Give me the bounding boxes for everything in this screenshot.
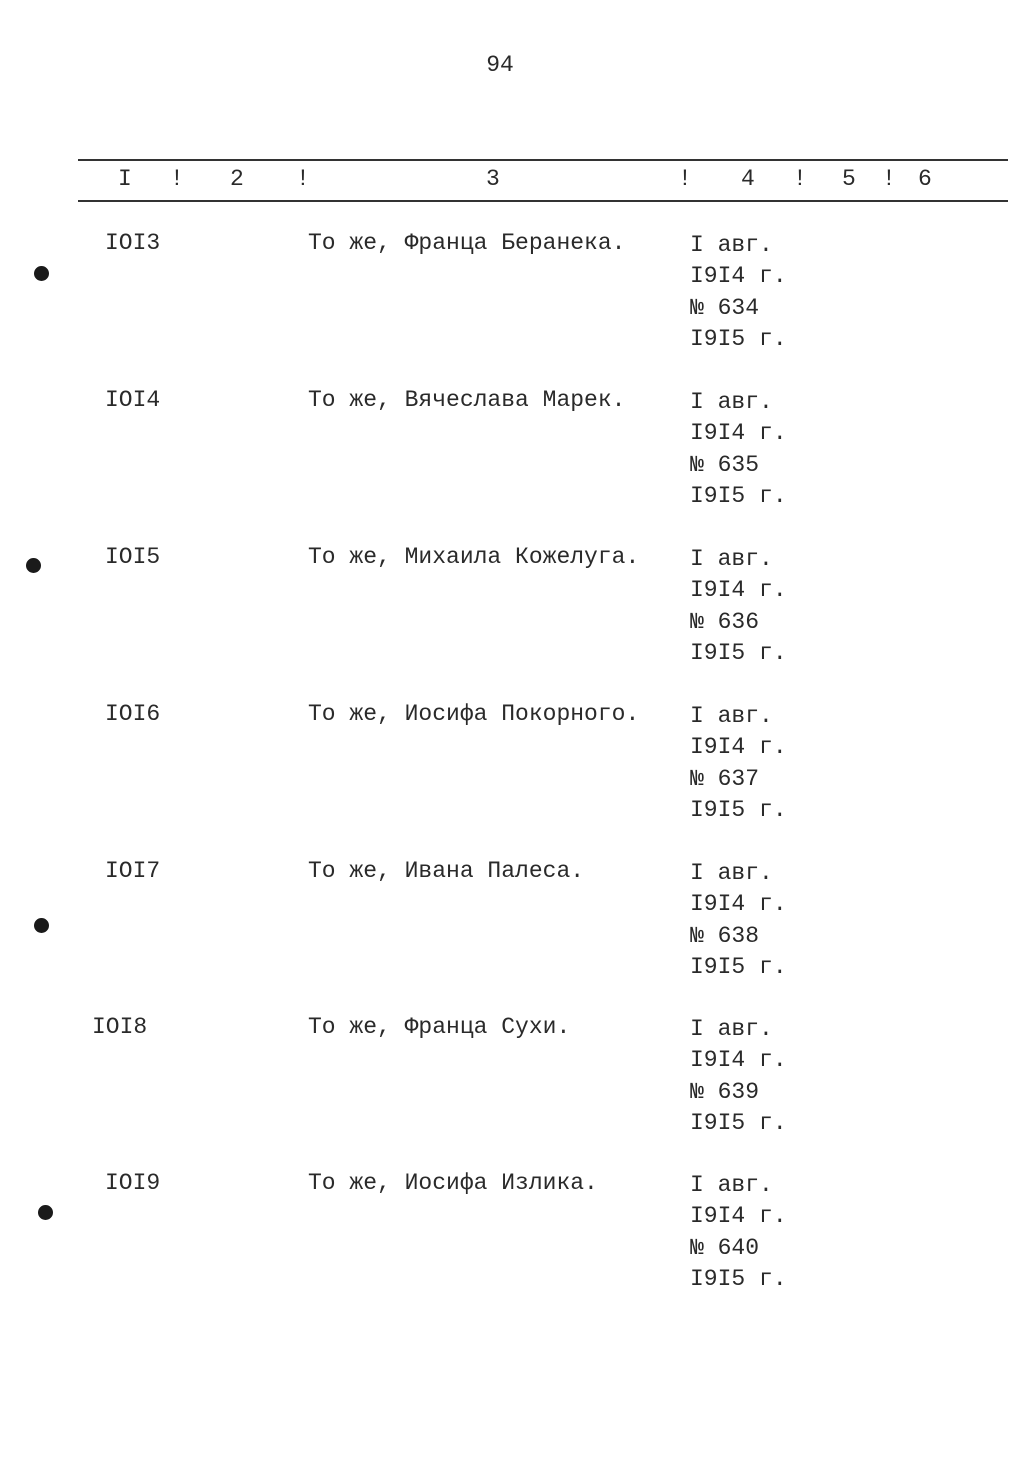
year-start: I9I4 г.	[690, 263, 787, 290]
punch-hole	[34, 918, 49, 933]
table-row	[0, 544, 1024, 684]
punch-hole	[38, 1205, 53, 1220]
year-end: I9I5 г.	[690, 953, 787, 980]
entry-description: То же, Ивана Палеса.	[308, 858, 585, 884]
entry-date	[690, 1014, 787, 1139]
date-start: I авг.	[690, 1016, 773, 1042]
date-start: I авг.	[690, 703, 773, 729]
entry-number: IOI4	[105, 387, 161, 413]
entry-date	[690, 387, 787, 512]
year-end: I9I5 г.	[690, 325, 787, 352]
header-separator: !	[882, 166, 896, 192]
punch-hole	[34, 266, 49, 281]
date-start: I авг.	[690, 232, 773, 258]
header-col-4: 4	[741, 166, 755, 192]
year-end: I9I5 г.	[690, 1265, 787, 1292]
entry-description: То же, Иосифа Покорного.	[308, 701, 640, 727]
entry-description: То же, Вячеслава Марек.	[308, 387, 626, 413]
document-number: № 640	[690, 1234, 760, 1261]
table-row	[0, 1170, 1024, 1310]
document-number: № 638	[690, 922, 760, 949]
year-start: I9I4 г.	[690, 891, 787, 918]
date-start: I авг.	[690, 860, 773, 886]
entry-description: То же, Франца Беранека.	[308, 230, 626, 256]
entry-number: IOI5	[105, 544, 161, 570]
entry-date	[690, 230, 787, 355]
year-start: I9I4 г.	[690, 420, 787, 447]
entry-number: IOI3	[105, 230, 161, 256]
entry-date	[690, 1170, 787, 1295]
table-row	[0, 1014, 1024, 1154]
entry-description: То же, Михаила Кожелуга.	[308, 544, 640, 570]
header-col-6: 6	[918, 166, 932, 192]
entry-description: То же, Франца Сухи.	[308, 1014, 571, 1040]
table-row	[0, 858, 1024, 998]
header-separator: !	[678, 166, 692, 192]
page-number: 94	[486, 52, 514, 78]
year-start: I9I4 г.	[690, 577, 787, 604]
entry-date	[690, 701, 787, 826]
year-start: I9I4 г.	[690, 1203, 787, 1230]
table-row	[0, 701, 1024, 841]
year-end: I9I5 г.	[690, 796, 787, 823]
header-separator: !	[296, 166, 310, 192]
entry-number: IOI6	[105, 701, 161, 727]
year-end: I9I5 г.	[690, 1109, 787, 1136]
year-end: I9I5 г.	[690, 639, 787, 666]
table-row	[0, 387, 1024, 527]
header-separator: !	[793, 166, 807, 192]
document-number: № 639	[690, 1078, 760, 1105]
table-row	[0, 230, 1024, 370]
table-header-top-rule	[78, 159, 1008, 161]
year-start: I9I4 г.	[690, 1047, 787, 1074]
date-start: I авг.	[690, 389, 773, 415]
header-col-1: I	[118, 166, 132, 192]
entry-number: IOI7	[105, 858, 161, 884]
entry-date	[690, 544, 787, 669]
document-number: № 635	[690, 451, 760, 478]
entry-number: IOI9	[105, 1170, 161, 1196]
punch-hole	[26, 558, 41, 573]
document-number: № 636	[690, 608, 760, 635]
table-header-bottom-rule	[78, 200, 1008, 202]
entry-description: То же, Иосифа Излика.	[308, 1170, 598, 1196]
date-start: I авг.	[690, 1172, 773, 1198]
date-start: I авг.	[690, 546, 773, 572]
header-col-3: 3	[486, 166, 500, 192]
entry-date	[690, 858, 787, 983]
year-start: I9I4 г.	[690, 734, 787, 761]
year-end: I9I5 г.	[690, 482, 787, 509]
document-number: № 634	[690, 294, 760, 321]
header-col-2: 2	[230, 166, 244, 192]
document-number: № 637	[690, 765, 760, 792]
header-separator: !	[170, 166, 184, 192]
header-col-5: 5	[842, 166, 856, 192]
entry-number: IOI8	[92, 1014, 148, 1040]
